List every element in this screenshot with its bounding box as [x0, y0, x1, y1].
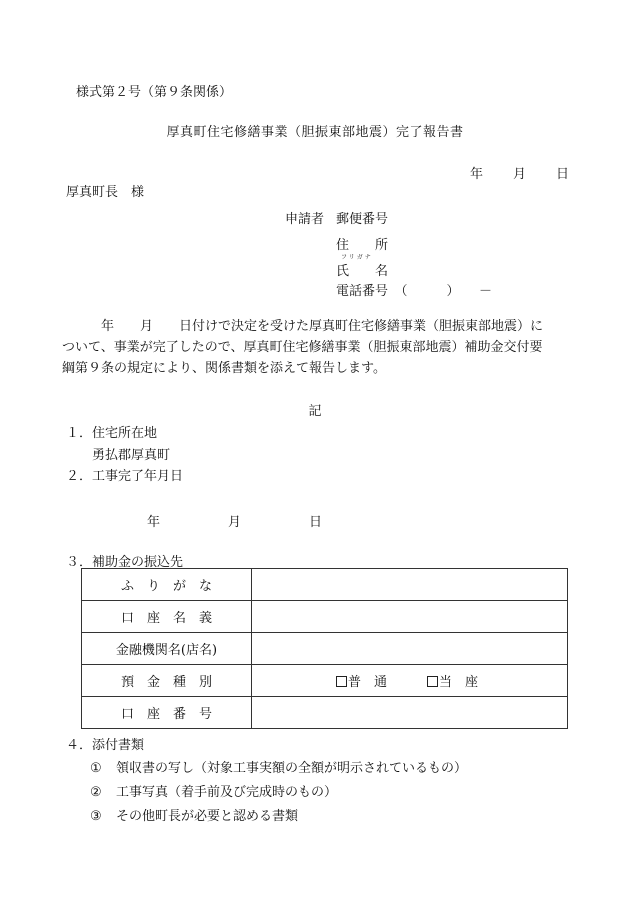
bank-account-table	[81, 568, 568, 729]
deposit-option-ordinary[interactable]	[336, 671, 387, 690]
attachment-number: ②	[90, 785, 102, 800]
attachment-text: その他町長が必要と認める書類	[116, 809, 299, 824]
item-attachments-label: ４．添付書類	[66, 738, 145, 753]
furigana-row-label: ふ り が な	[82, 569, 252, 601]
document-title: 厚真町住宅修繕事業（胆振東部地震）完了報告書	[166, 125, 464, 140]
postal-code-label: 郵便番号	[336, 212, 389, 227]
item-bank-account-label: ３．補助金の振込先	[66, 555, 184, 570]
form-number: 様式第２号（第９条関係）	[76, 85, 233, 100]
attachment-text: 領収書の写し（対象工事実額の全額が明示されているもの）	[116, 761, 468, 776]
addressee: 厚真町長 様	[66, 185, 145, 200]
account-number-row-label: 口 座 番 号	[82, 697, 252, 729]
item-house-location-label: １．住宅所在地	[66, 426, 158, 441]
table-row	[82, 633, 568, 665]
report-body	[62, 316, 572, 379]
ki-heading: 記	[308, 404, 322, 419]
table-row	[82, 601, 568, 633]
table-row	[82, 697, 568, 729]
furigana-row-value[interactable]	[252, 569, 568, 601]
item-house-location-value: 勇払郡厚真町	[92, 448, 171, 463]
deposit-type-options	[252, 665, 568, 697]
attachment-number: ③	[90, 809, 102, 824]
phone-label: 電話番号 （ ） －	[336, 284, 493, 299]
attachment-item	[90, 781, 337, 800]
date-month: 月	[513, 167, 527, 182]
body-line: 年 月 日付けで決定を受けた厚真町住宅修繕事業（胆振東部地震）に	[62, 319, 544, 334]
date-line	[470, 163, 569, 182]
bank-name-row-value[interactable]	[252, 633, 568, 665]
address-label: 住 所	[336, 238, 389, 253]
account-number-row-value[interactable]	[252, 697, 568, 729]
checkbox[interactable]	[336, 676, 347, 687]
body-line: 綱第９条の規定により、関係書類を添えて報告します。	[62, 361, 386, 376]
account-holder-row-label: 口 座 名 義	[82, 601, 252, 633]
table-row	[82, 569, 568, 601]
furigana-label: フリガナ	[341, 254, 373, 261]
deposit-type-row-label: 預 金 種 別	[82, 665, 252, 697]
deposit-option-label: 当 座	[439, 675, 479, 690]
completion-year: 年	[147, 515, 161, 530]
item-completion-date-label: ２．工事完了年月日	[66, 469, 184, 484]
attachment-text: 工事写真（着手前及び完成時のもの）	[116, 785, 338, 800]
deposit-option-current[interactable]	[427, 671, 478, 690]
bank-name-row-label: 金融機関名(店名)	[82, 633, 252, 665]
applicant-label: 申請者	[285, 212, 325, 227]
attachment-item	[90, 757, 467, 776]
table-row	[82, 665, 568, 697]
body-line: ついて、事業が完了したので、厚真町住宅修繕事業（胆振東部地震）補助金交付要	[62, 340, 543, 355]
completion-day: 日	[309, 515, 323, 530]
deposit-option-label: 普 通	[348, 675, 388, 690]
completion-month: 月	[228, 515, 242, 530]
checkbox[interactable]	[427, 676, 438, 687]
date-day: 日	[556, 167, 570, 182]
account-holder-row-value[interactable]	[252, 601, 568, 633]
name-label: 氏 名	[336, 264, 389, 279]
date-year: 年	[470, 167, 484, 182]
attachment-number: ①	[90, 761, 102, 776]
attachment-item	[90, 805, 298, 824]
